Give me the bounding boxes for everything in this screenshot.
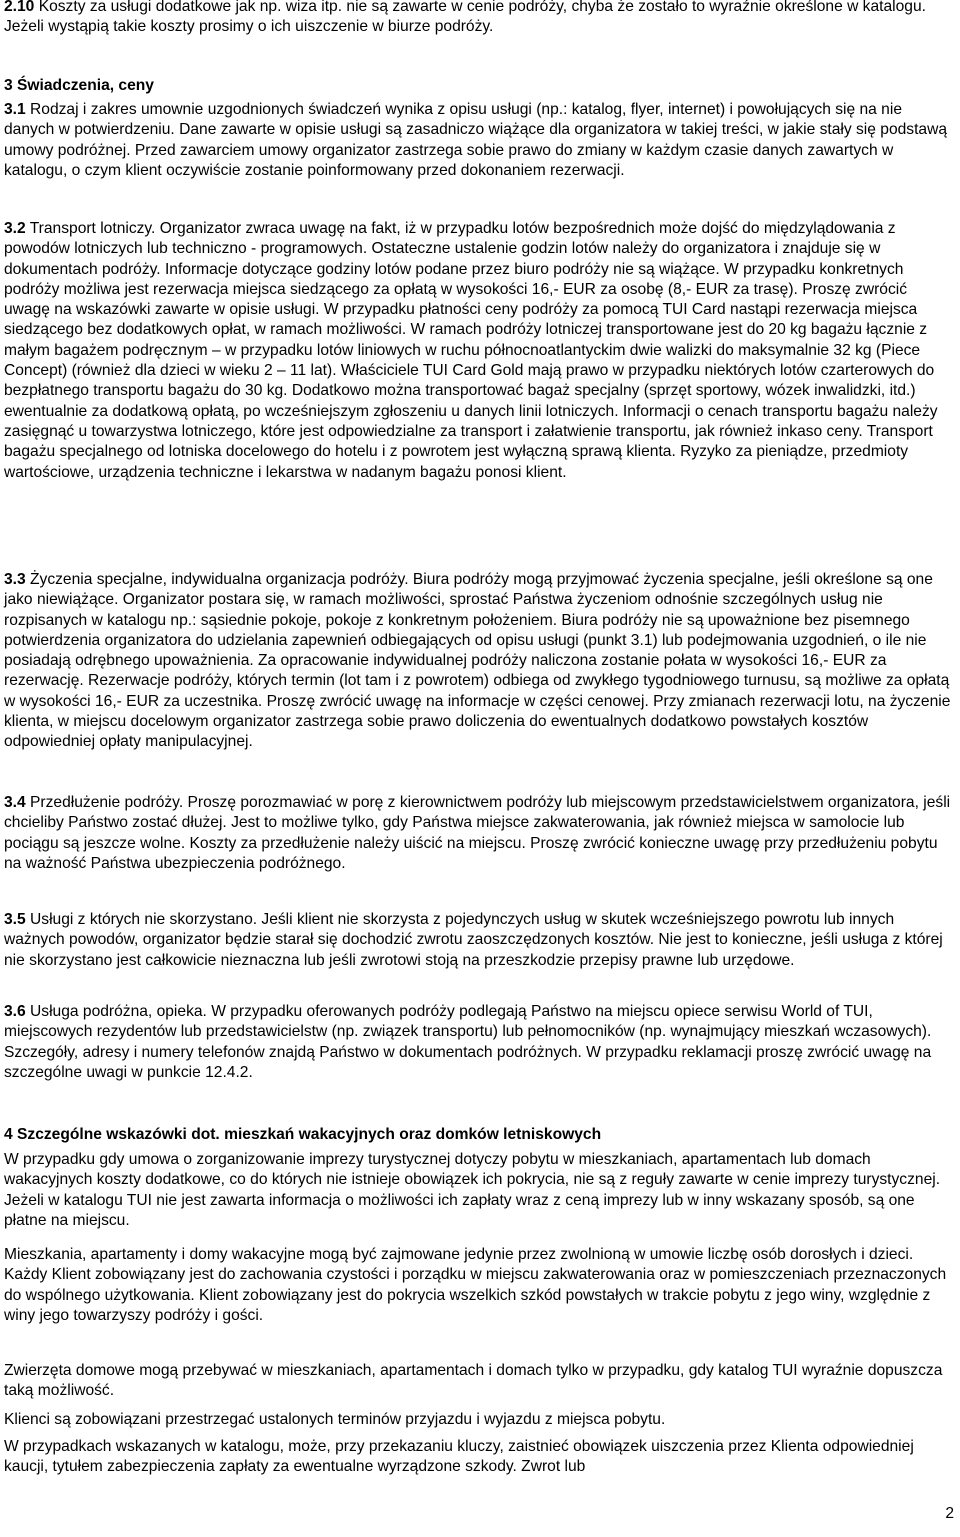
paragraph-3-3: [4, 570, 956, 753]
paragraph-number: 3.1: [4, 101, 26, 118]
paragraph-2-10: [4, 0, 956, 38]
paragraph-3-6: [4, 1002, 956, 1083]
paragraph-number: 3.5: [4, 911, 26, 928]
section-4-paragraph-4: Klienci są zobowiązani przestrzegać ustalonych terminów przyjazdu i wyjazdu z miejsca pobytu.: [4, 1411, 666, 1428]
page-number: 2: [945, 1505, 954, 1522]
paragraph-3-4: [4, 793, 956, 874]
section-3-heading: 3 Świadczenia, ceny: [4, 77, 154, 94]
paragraph-number: 3.4: [4, 794, 26, 811]
paragraph-text: Usługa podróżna, opieka. W przypadku oferowanych podróży podlegają Państwo na miejscu opiece serwisu World of TUI, miejscowych rezydentów lub przedstawicielstw (np. związek transportu) lub pełnomocników (np. wynajmujący mieszkań wczasowych). Szczegóły, adresy i numery telefonów znajdą Państwo w dokumentach podróżnych. W przypadku reklamacji proszę zwrócić uwagę na szczególne uwagi w punkcie 12.4.2.: [4, 1003, 932, 1081]
paragraph-3-2: [4, 219, 956, 483]
paragraph-3-1: [4, 100, 956, 181]
paragraph-3-5: [4, 910, 956, 971]
section-4-paragraph-1: W przypadku gdy umowa o zorganizowanie imprezy turystycznej dotyczy pobytu w mieszkaniach, apartamentach lub domach wakacyjnych koszty dodatkowe, co do których nie istnieje obowiązek ich pokrycia, nie są z reguły zawarte w cenie imprezy turystycznej. Jeżeli w katalogu TUI nie jest zawarta informacja o możliwości ich zapłaty wraz z ceną imprezy lub w inny wskazany sposób, są one płatne na miejscu.: [4, 1151, 941, 1229]
paragraph-text: Przedłużenie podróży. Proszę porozmawiać w porę z kierownictwem podróży lub miejscowym przedstawicielstwem organizatora, jeśli chcieliby Państwo zostać dłużej. Jest to możliwe tylko, gdy Państwa miejsce zakwaterowania, jak również miejsca w samolocie lub pociągu są jeszcze wolne. Koszty za przedłużenie należy uiścić na miejscu. Proszę zwrócić konieczne uwagę przy przedłużeniu pobytu na ważność Państwa ubezpieczenia podróżnego.: [4, 794, 951, 872]
paragraph-text: Rodzaj i zakres umownie uzgodnionych świadczeń wynika z opisu usługi (np.: katalog, flyer, internet) i powołujących się na nie danych w potwierdzeniu. Dane zawarte w opisie usługi są zasadniczo wiążące dla organizatora w takiej treści, w jakie stały się podstawą umowy podróżnej. Przed zawarciem umowy organizator zastrzega sobie prawo do zmiany w każdym czasie danych zawartych w katalogu, o czym klient oczywiście zostanie poinformowany przed dokonaniem rezerwacji.: [4, 101, 948, 179]
paragraph-number: 3.6: [4, 1003, 26, 1020]
paragraph-number: 2.10: [4, 0, 35, 15]
paragraph-number: 3.3: [4, 571, 26, 588]
section-4-paragraph-2: Mieszkania, apartamenty i domy wakacyjne mogą być zajmowane jedynie przez zwolnioną w umowie liczbę osób dorosłych i dzieci. Każdy Klient zobowiązany jest do zachowania czystości i porządku w miejscu zakwaterowania oraz w pomieszczeniach przeznaczonych do wspólnego użytkowania. Klient zobowiązany jest do pokrycia wszelkich szkód powstałych w trakcie pobytu z jego winy, względnie z winy jego towarzyszy podróży i gości.: [4, 1246, 947, 1324]
paragraph-text: Życzenia specjalne, indywidualna organizacja podróży. Biura podróży mogą przyjmować życzenia specjalne, jeśli określone są one jako niewiążące. Organizator postara się, w ramach możliwości, sprostać Państwa życzeniom odnośnie szczególnych usług nie rozpisanych w katalogu np.: sąsiednie pokoje, pokoje z konkretnym położeniem. Biura podróży nie są upoważnione bez pisemnego potwierdzenia organizatora do udzielania zapewnień odbiegających od opisu usługi (punkt 3.1) lub podejmowania uzgodnień, o ile nie posiadają odrębnego upoważnienia. Za opracowanie indywidualnej podróży naliczona zostanie połata w wysokości 16,- EUR za rezerwację. Rezerwacje podróży, których termin (lot tam i z powrotem) odbiega od zwykłego tygodniowego turnusu, są możliwe za opłatą w wysokości 16,- EUR za uczestnika. Proszę zwrócić uwagę na informacje w części cenowej. Przy zmianach rezerwacji lotu, na życzenie klienta, w miejscu docelowym organizator zastrzega sobie prawo doliczenia do ewentualnych dodatkowo powstałych kosztów odpowiedniej opłaty manipulacyjnej.: [4, 571, 951, 751]
paragraph-number: 3.2: [4, 220, 26, 237]
section-4-paragraph-5: W przypadkach wskazanych w katalogu, może, przy przekazaniu kluczy, zaistnieć obowiązek uiszczenia przez Klienta odpowiedniej kaucji, tytułem zabezpieczenia zapłaty za ewentualne wyrządzone szkody. Zwrot lub: [4, 1438, 914, 1476]
paragraph-text: Usługi z których nie skorzystano. Jeśli klient nie skorzysta z pojedynczych usług w skutek wcześniejszego powrotu lub innych ważnych powodów, organizator będzie starał się dochodzić zwrotu zaoszczędzonych kosztów. Nie jest to konieczne, jeśli usługa z której nie skorzystano jest całkowicie nieznaczna lub jeśli zwrotowi stoją na przeszkodzie przepisy prawne lub urzędowe.: [4, 911, 943, 969]
section-4-paragraph-3: Zwierzęta domowe mogą przebywać w mieszkaniach, apartamentach i domach tylko w przypadku, gdy katalog TUI wyraźnie dopuszcza taką możliwość.: [4, 1362, 943, 1400]
paragraph-text: Koszty za usługi dodatkowe jak np. wiza itp. nie są zawarte w cenie podróży, chyba że zostało to wyraźnie określone w katalogu. Jeżeli wystąpią takie koszty prosimy o ich uiszczenie w biurze podróży.: [4, 0, 926, 36]
section-4-heading: 4 Szczególne wskazówki dot. mieszkań wakacyjnych oraz domków letniskowych: [4, 1126, 602, 1143]
paragraph-text: Transport lotniczy. Organizator zwraca uwagę na fakt, iż w przypadku lotów bezpośrednich może dojść do międzylądowania z powodów lotniczych lub techniczno - programowych. Ostateczne ustalenie godzin lotów należy do organizatora i znajduje się w dokumentach podróży. Informacje dotyczące godziny lotów podane przez biuro podróży nie są wiążące. W przypadku konkretnych podróży możliwa jest rezerwacja miejsca siedzącego za opłatą w wysokości 16,- EUR za osobę (8,- EUR za trasę). Proszę zwrócić uwagę na wskazówki zawarte w opisie usługi. W przypadku płatności ceny podróży za pomocą TUI Card nastąpi rezerwacja miejsca siedzącego bez dodatkowych opłat, w ramach możliwości. W ramach podróży lotniczej transportowane jest do 20 kg bagażu łącznie z małym bagażem podręcznym – w przypadku lotów liniowych w ruchu północnoatlantyckim dwie walizki do maksymalnie 32 kg (Piece Concept) (również dla dzieci w wieku 2 – 11 lat). Właściciele TUI Card Gold mają prawo w przypadku niektórych lotów czarterowych do bezpłatnego transportu bagażu do 30 kg. Dodatkowo można transportować bagaż specjalny (sprzęt sportowy, wózek inwalidzki, itd.) ewentualnie za dodatkową opłatą, po wcześniejszym zgłoszeniu u danych linii lotniczych. Informacji o cenach transportu bagażu należy zasięgnąć u towarzystwa lotniczego, które jest odpowiedzialne za transport i załatwienie transportu, jak również inkaso ceny. Transport bagażu specjalnego od lotniska docelowego do hotelu i z powrotem jest wyłączną sprawą klienta. Ryzyko za pieniądze, przedmioty wartościowe, urządzenia techniczne i lekarstwa w nadanym bagażu ponosi klient.: [4, 220, 938, 481]
